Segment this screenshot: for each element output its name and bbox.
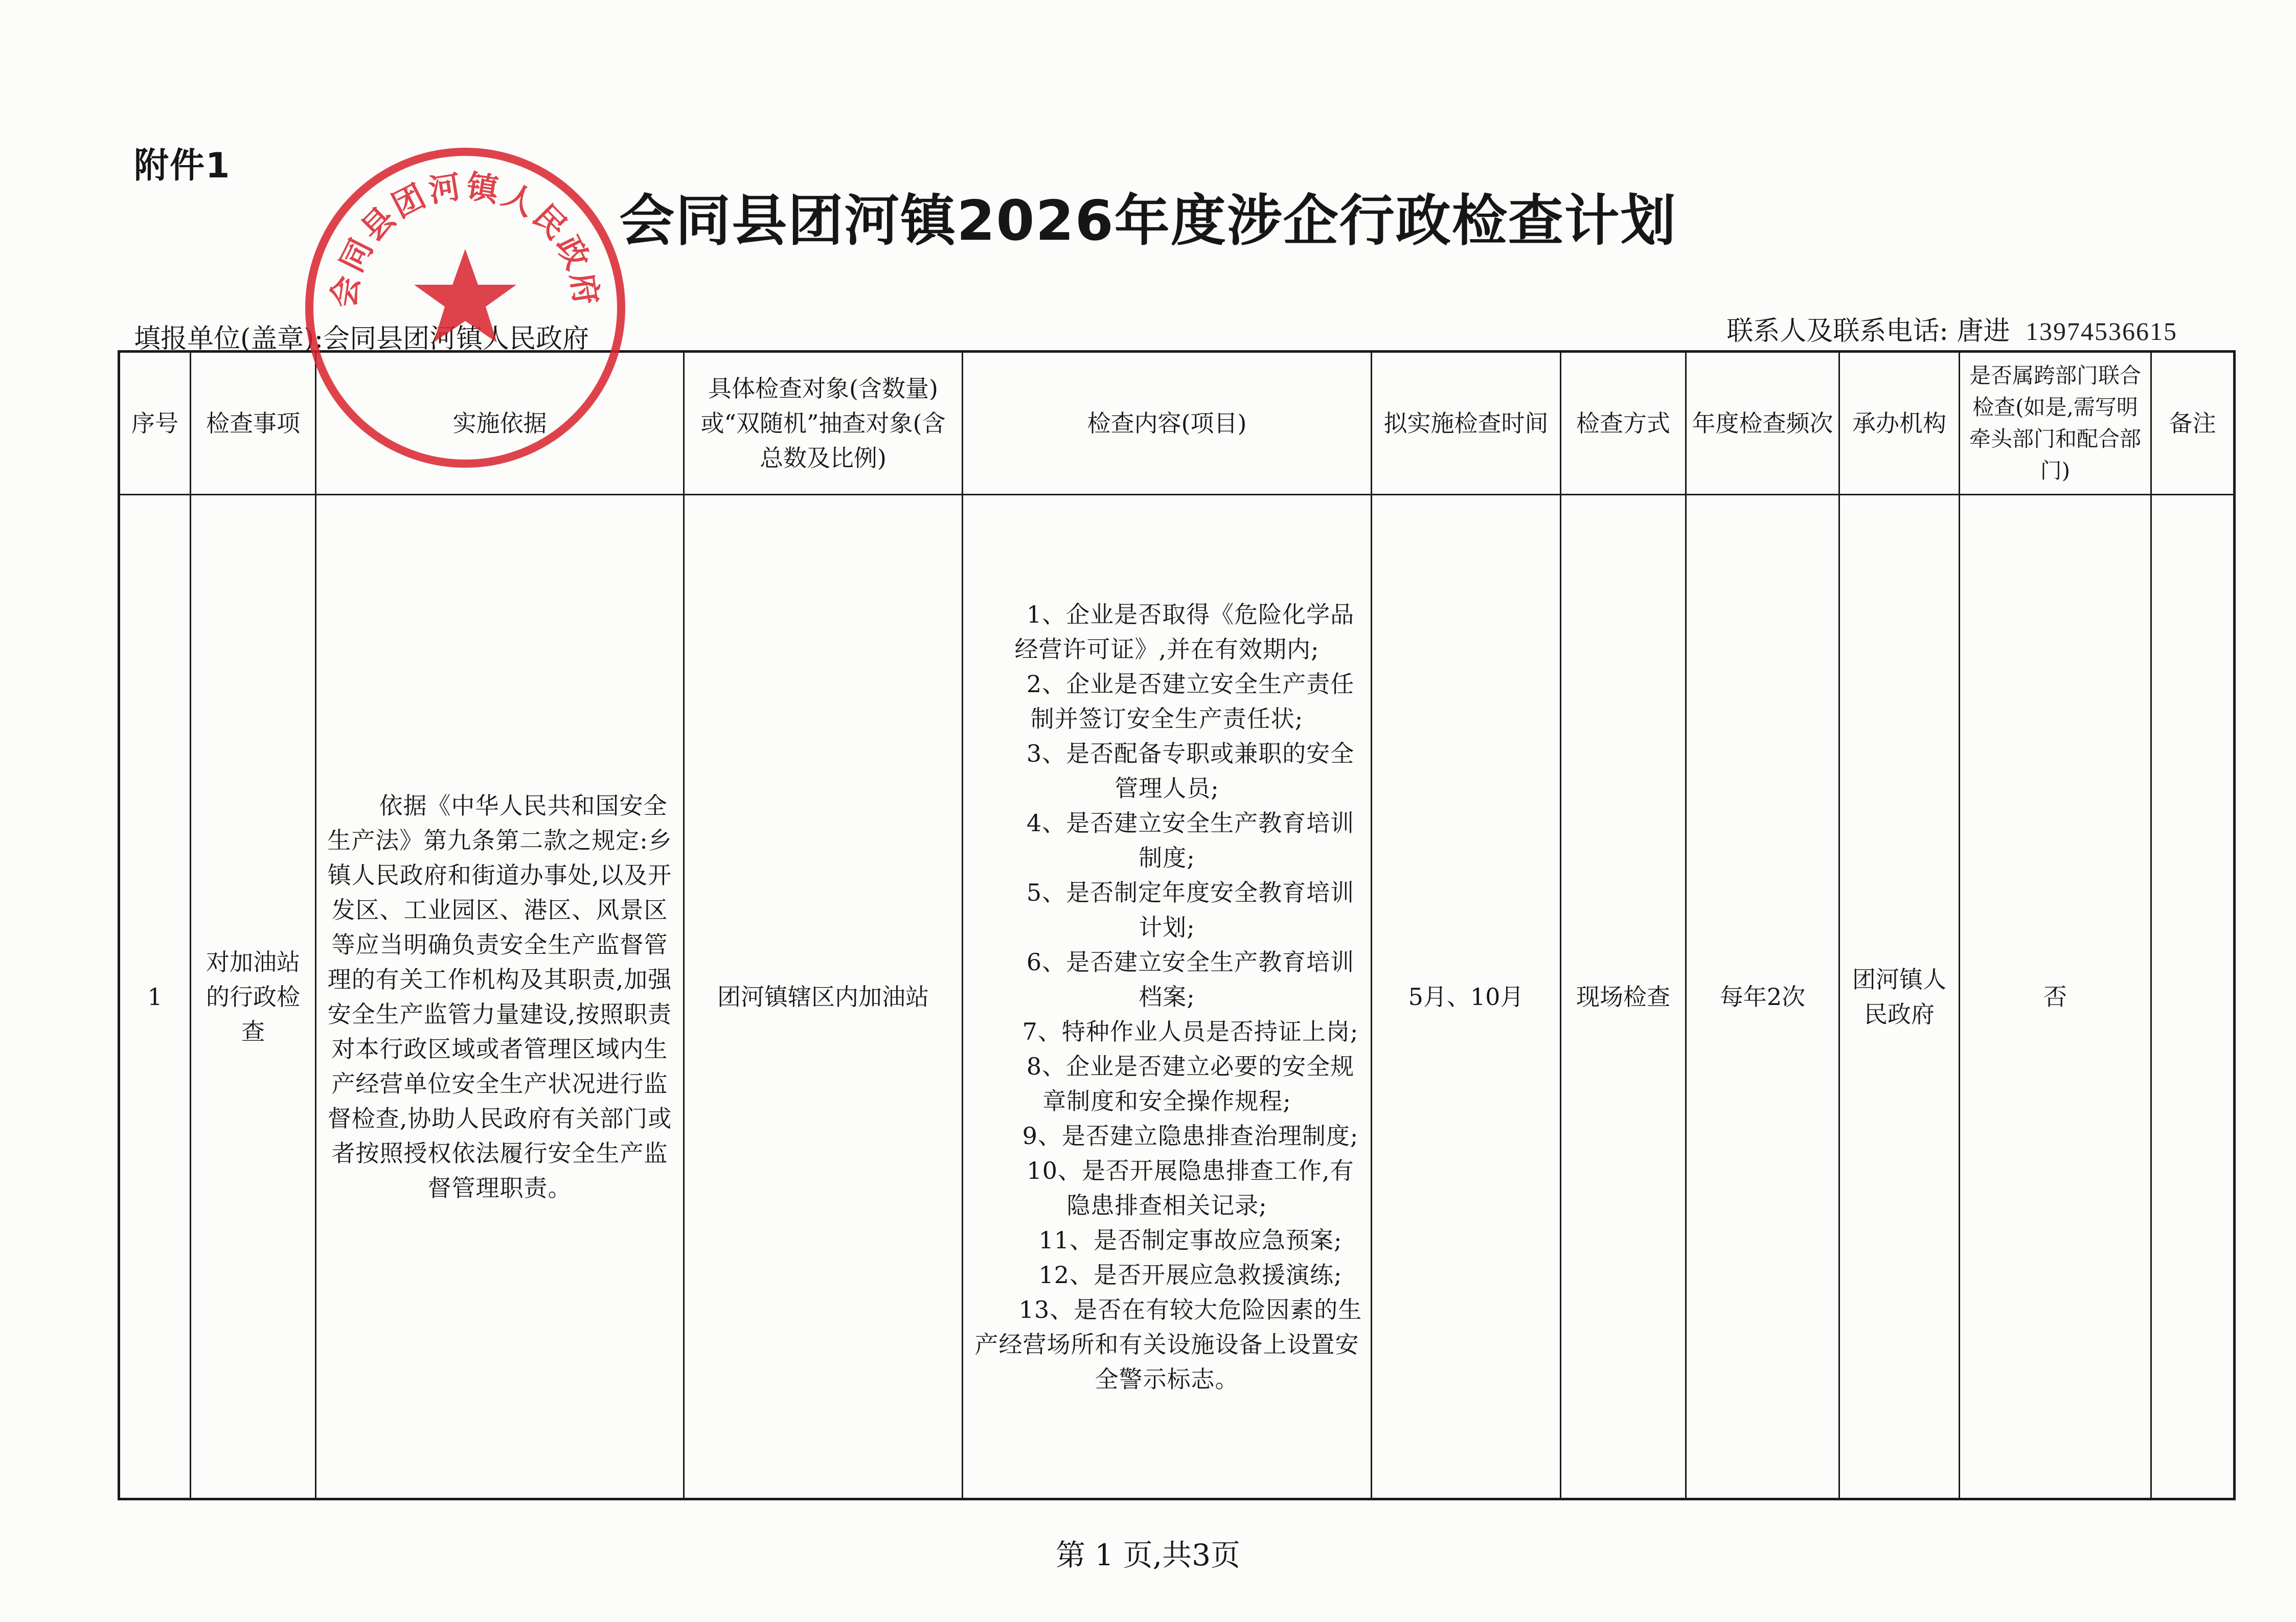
header-content: 检查内容(项目) [963,352,1372,495]
content-item: 1、企业是否取得《危险化学品经营许可证》,并在有效期内; [1014,600,1355,663]
page-title: 会同县团河镇2026年度涉企行政检查计划 [619,189,1677,253]
inspection-plan-table [118,350,2236,1500]
page-footer: 第 1 页,共3页 [1055,1538,1241,1572]
content-item: 9、是否建立隐患排查治理制度; [1022,1122,1359,1150]
content-item: 8、企业是否建立必要的安全规章制度和安全操作规程; [1026,1052,1355,1115]
cell-content [963,495,1372,1499]
content-item: 4、是否建立安全生产教育培训制度; [1026,809,1355,872]
content-item: 3、是否配备专职或兼职的安全管理人员; [1026,739,1355,802]
cell-frequency: 每年2次 [1686,495,1839,1499]
content-item: 13、是否在有较大危险因素的生产经营场所和有关设施设备上设置安全警示标志。 [974,1295,1362,1393]
content-item: 2、企业是否建立安全生产责任制并签订安全生产责任状; [1026,670,1355,733]
table-row [119,495,2235,1499]
header-item: 检查事项 [191,352,316,495]
star-icon [414,249,516,342]
header-time: 拟实施检查时间 [1372,352,1561,495]
official-seal [297,139,634,476]
header-remarks: 备注 [2151,352,2235,495]
seal-text: 会同县团河镇人民政府 [324,167,606,310]
header-method: 检查方式 [1561,352,1686,495]
cell-item: 对加油站的行政检查 [191,495,316,1499]
cell-method: 现场检查 [1561,495,1686,1499]
header-joint: 是否属跨部门联合检查(如是,需写明牵头部门和配合部门) [1960,352,2151,495]
cell-basis: 依据《中华人民共和国安全生产法》第九条第二款之规定:乡镇人民政府和街道办事处,以及开发区、工业园区、港区、风景区等应当明确负责安全生产监督管理的有关工作机构及其职责,加强安全生产监管力量建设,按照职责对本行政区域或者管理区域内生产经营单位安全生产状况进行监督检查,协助人民政府有关部门或者按照授权依法履行安全生产监督管理职责。 [316,495,684,1499]
cell-seq: 1 [119,495,191,1499]
header-seq: 序号 [119,352,191,495]
header-agency: 承办机构 [1839,352,1960,495]
content-item: 10、是否开展隐患排查工作,有隐患排查相关记录; [1027,1156,1354,1219]
cell-target: 团河镇辖区内加油站 [684,495,963,1499]
cell-remarks [2151,495,2235,1499]
content-item: 5、是否制定年度安全教育培训计划; [1026,878,1355,941]
contact-label: 联系人及联系电话: [1726,316,1948,347]
header-frequency: 年度检查频次 [1686,352,1839,495]
contact-phone: 13974536615 [2026,317,2177,346]
cell-joint: 否 [1960,495,2151,1499]
header-target: 具体检查对象(含数量)或“双随机”抽查对象(含总数及比例) [684,352,963,495]
content-item: 6、是否建立安全生产教育培训档案; [1026,948,1355,1011]
attachment-label: 附件1 [134,146,231,186]
contact-info [1726,309,2177,348]
cell-agency: 团河镇人民政府 [1839,495,1960,1499]
header-basis: 实施依据 [316,352,684,495]
cell-time: 5月、10月 [1372,495,1561,1499]
reporting-unit: 填报单位(盖章):会同县团河镇人民政府 [134,324,589,354]
content-item: 7、特种作业人员是否持证上岗; [1022,1017,1359,1045]
content-item: 12、是否开展应急救援演练; [1038,1261,1343,1289]
content-item: 11、是否制定事故应急预案; [1038,1226,1343,1254]
contact-name: 唐进 [1957,316,2010,347]
